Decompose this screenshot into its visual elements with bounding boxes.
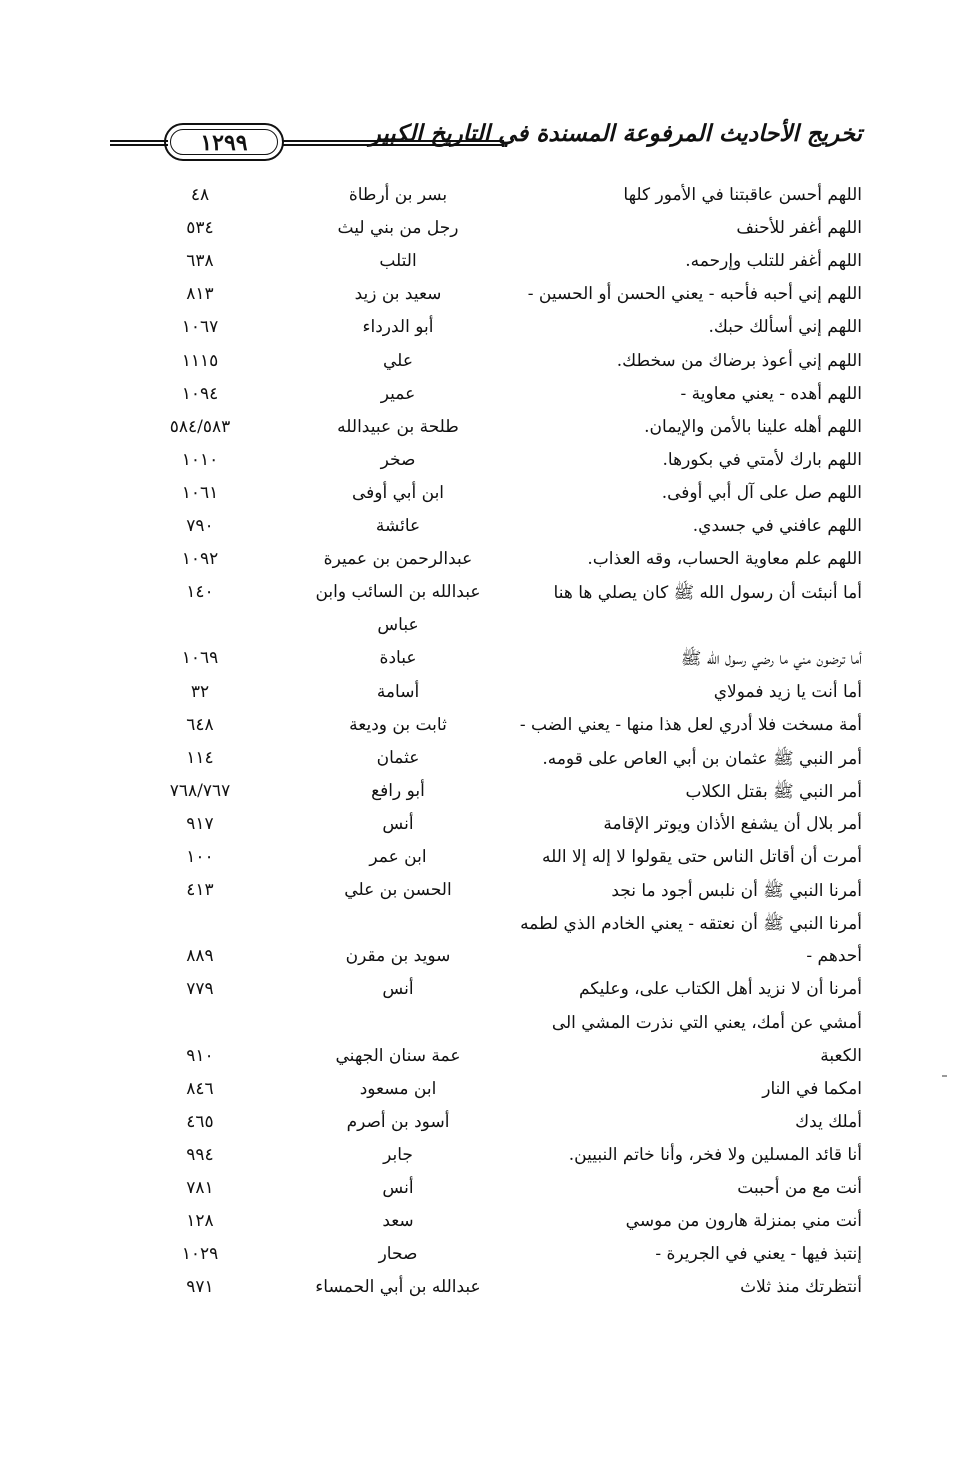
hadith-text: إنتبذ فيها - يعني في الجريرة -	[655, 1244, 862, 1264]
narrator-name: الحسن بن علي	[344, 880, 452, 900]
entry-number: ١١١٥	[181, 351, 219, 371]
hadith-text: أنا قائد المسلين ولا فخر، وأنا خاتم النبيين.	[568, 1145, 862, 1165]
hadith-text: أما أنت يا زيد فمولاي	[713, 682, 862, 702]
narrator-name: أنس	[382, 979, 414, 999]
scan-mark	[942, 1075, 947, 1077]
entry-number: ١٠٩٤	[181, 384, 219, 404]
hadith-text: أحدهم -	[806, 946, 862, 966]
narrator-name: ابن مسعود	[359, 1079, 437, 1099]
hadith-text: أمر النبي ﷺ عثمان بن أبي العاص على قومه.	[542, 749, 862, 769]
hadith-text: اللهم إني أعوذ برضاك من سخطك.	[616, 351, 862, 371]
hadith-text: الكعبة	[820, 1046, 862, 1066]
entry-number: ٨٨٩	[186, 946, 214, 966]
hadith-text: أمرنا النبي ﷺ أن نلبس أجود ما نجد	[611, 881, 862, 901]
narrator-name: عبدالله بن أبي الحمساء	[315, 1277, 481, 1297]
narrator-name: جابر	[383, 1145, 413, 1165]
hadith-text: اللهم إني أسألك حبك.	[708, 317, 862, 337]
hadith-text: اللهم علم معاوية الحساب، وقه العذاب.	[587, 549, 862, 569]
narrator-name: علي	[383, 351, 413, 371]
hadith-text: اللهم أهله علينا بالأمن والإيمان.	[644, 417, 862, 437]
narrator-name: رجل من بني ليث	[337, 218, 459, 238]
narrator-name: عبدالرحمن بن عميرة	[323, 549, 473, 569]
narrator-name: سعد	[382, 1211, 414, 1231]
hadith-text: أنتظرتك منذ ثلاث	[740, 1277, 862, 1297]
entry-number: ١٠٢٩	[181, 1244, 219, 1264]
page-title: تخريج الأحاديث المرفوعة المسندة في التاريخ الكبير	[369, 120, 862, 147]
hadith-text: اللهم أحسن عاقبتنا في الأمور كلها	[623, 185, 862, 205]
entry-number: ٦٤٨	[186, 715, 214, 735]
entry-number: ١٢٨	[186, 1211, 214, 1231]
entry-number: ١١٤	[186, 748, 214, 768]
entry-number: ١٠٦٩	[181, 648, 219, 668]
hadith-text: اللهم بارك لأمتي في بكورها.	[662, 450, 862, 470]
hadith-text: اللهم إني أحبه فأحبه - يعني الحسن أو الحسين -	[527, 284, 862, 304]
narrator-name: ثابت بن وديعة	[349, 715, 447, 735]
hadith-text: أمر النبي ﷺ بقتل الكلاب	[685, 782, 862, 802]
entry-number: ٧٩٠	[186, 516, 214, 536]
entry-number: ١٠٩٢	[181, 549, 219, 569]
entry-number: ٩٧١	[186, 1277, 214, 1297]
hadith-text: امكما في النار	[762, 1079, 862, 1099]
entry-number: ١٠٦٧	[181, 317, 219, 337]
entry-number: ٧٨١	[186, 1178, 214, 1198]
entry-number: ٣٢	[190, 682, 210, 702]
narrator-name: عائشة	[375, 516, 421, 536]
entry-number: ٥٣٤	[186, 218, 214, 238]
hadith-text: أمة مسخت فلا أدري لعل هذا منها - يعني الضب -	[519, 715, 862, 735]
narrator-name: صحار	[378, 1244, 418, 1264]
page-number: ١٢٩٩	[200, 130, 248, 156]
entry-number: ٩٩٤	[186, 1145, 214, 1165]
entry-number: ٩١٧	[186, 814, 214, 834]
entry-number: ٨١٣	[186, 284, 214, 304]
hadith-text: أمر بلال أن يشفع الأذان ويوتر الإقامة	[603, 814, 862, 834]
hadith-text: أمشي عن أمك، يعني التي نذرت المشي الى	[551, 1013, 862, 1033]
entry-number: ٤١٣	[186, 880, 214, 900]
narrator-name: طلحة بن عبيدالله	[337, 417, 459, 437]
narrator-name: أسامة	[376, 682, 420, 702]
hadith-text: اللهم أغفر للأحنف	[736, 218, 862, 238]
narrator-name: بسر بن أرطاة	[348, 185, 448, 205]
hadith-text: أملك يدك	[795, 1112, 862, 1132]
entry-number: ١٠٠	[186, 847, 214, 867]
narrator-name: عبادة	[379, 648, 417, 668]
entry-number: ١٠٦١	[181, 483, 219, 503]
narrator-name: أبو رافع	[371, 781, 425, 801]
narrator-name: عثمان	[376, 748, 420, 768]
hadith-text: اللهم عافني في جسدي.	[692, 516, 862, 536]
narrator-name: أسود بن أصرم	[346, 1112, 450, 1132]
hadith-text: أما أنبئت أن رسول الله ﷺ كان يصلي ها هنا	[553, 583, 862, 603]
hadith-text: أمرنا النبي ﷺ أن نعتقه - يعني الخادم الذي لطمه	[520, 914, 862, 934]
entry-number: ١٠١٠	[181, 450, 219, 470]
hadith-text: أمرت أن أقاتل الناس حتى يقولوا لا إله إلا الله	[541, 847, 862, 867]
entry-number: ٧٧٩	[186, 979, 214, 999]
narrator-name: أبو الدرداء	[362, 317, 434, 337]
narrator-name: ابن أبي أوفى	[351, 483, 445, 503]
narrator-name: سعيد بن زيد	[354, 284, 442, 304]
hadith-text: أنت مع من أحببت	[737, 1178, 862, 1198]
narrator-name: صخر	[380, 450, 416, 470]
entry-number: ٤٦٥	[186, 1112, 214, 1132]
narrator-name: عباس	[377, 615, 419, 635]
entry-number: ١٤٠	[186, 582, 214, 602]
entry-number: ٥٨٤/٥٨٣	[169, 417, 231, 437]
hadith-text: أما ترضون مني ما رضي رسول الله ﷺ	[680, 649, 862, 669]
narrator-name: ابن عمر	[369, 847, 427, 867]
hadith-text: أمرنا أن لا نزيد أهل الكتاب على، وعليكم	[578, 979, 862, 999]
narrator-name: عمة سنان الجهني	[335, 1046, 461, 1066]
narrator-name: عمير	[380, 384, 416, 404]
narrator-name: سويد بن مقرن	[345, 946, 451, 966]
hadith-text: اللهم صل على آل أبي أوفى.	[661, 483, 862, 503]
narrator-name: أنس	[382, 814, 414, 834]
hadith-text: أنت مني بمنزلة هارون من موسي	[625, 1211, 862, 1231]
narrator-name: أنس	[382, 1178, 414, 1198]
entry-number: ٧٦٨/٧٦٧	[169, 781, 231, 801]
entry-number: ٦٣٨	[186, 251, 214, 271]
hadith-text: اللهم أغفر للتلب وإرحمه.	[685, 251, 862, 271]
narrator-name: التلب	[379, 251, 417, 271]
narrator-name: عبدالله بن السائب وابن	[315, 582, 481, 602]
entry-number: ٤٨	[190, 185, 210, 205]
entry-number: ٨٤٦	[186, 1079, 214, 1099]
entry-number: ٩١٠	[186, 1046, 214, 1066]
hadith-text: اللهم أهده - يعني معاوية -	[680, 384, 862, 404]
